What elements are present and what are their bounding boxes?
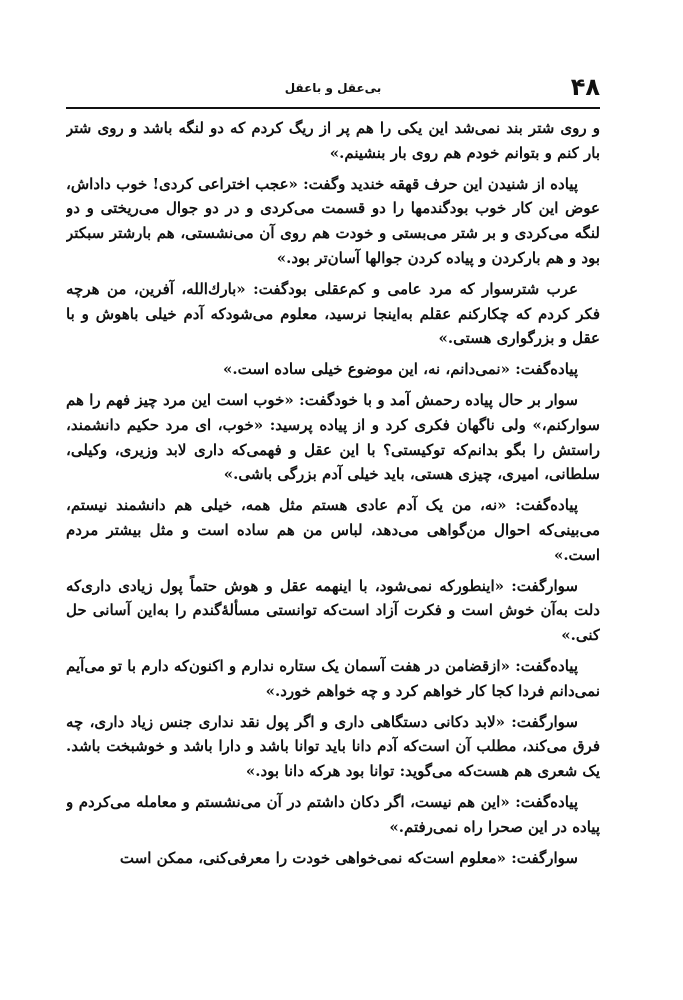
paragraph-text: «نمی‌دانم، نه، این موضوع خیلی ساده است.» <box>223 360 516 379</box>
paragraph <box>66 172 600 271</box>
paragraph <box>66 574 600 648</box>
speaker-label: پیاده‌گفت: <box>515 360 578 379</box>
paragraph-text: «نه، من یک آدم عادی هستم مثل همه، خیلی هم دانشمند نیستم، می‌بینی‌که احوال من‌گواهی می‌دهد، لباس من هم ساده است و مثل بیشتر مردم است.» <box>66 496 600 564</box>
paragraph-text: عرب شترسوار که مرد عامی و کم‌عقلی بودگفت: «بارك‌الله، آفرین، من هرچه فکر کردم که چکارکنم عقلم به‌اینجا نرسید، معلوم می‌شودکه آدم خیلی باهوش و با عقل و بزرگواری هستی.» <box>66 279 600 348</box>
paragraph <box>66 277 600 351</box>
header-rule <box>66 107 600 109</box>
paragraph <box>66 790 600 840</box>
paragraph <box>66 710 600 784</box>
paragraph-text: «این هم نیست، اگر دکان داشتم در آن می‌نشستم و معامله می‌کردم و پیاده در این صحرا راه نمی‌رفتم.» <box>66 792 600 836</box>
paragraph-text: «لابد دکانی دستگاهی داری و اگر پول نقد نداری جنس زیاد داری، چه فرق می‌کند، مطلب آن است‌که آدم دانا باید توانا باشد و دارا باشد و خوشبخت باشد. یک شعری هم هست‌که می‌گوید: توانا بود هرکه دانا بود.» <box>66 712 600 781</box>
speaker-label: پیاده‌گفت: <box>515 496 578 515</box>
paragraph <box>66 357 600 382</box>
speaker-label: سوارگفت: <box>511 712 578 731</box>
paragraph-text: و روی شتر بند نمی‌شد این یکی را هم پر از ریگ کردم که دو لنگه باشد و روی شتر بار کنم و بتوانم خودم هم روی بار بنشینم.» <box>66 119 600 162</box>
paragraph-text: «معلوم است‌که نمی‌خواهی خودت را معرفی‌کنی، ممکن است <box>119 848 512 867</box>
paragraph-text: سوار بر حال پیاده رحمش آمد و با خودگفت: «خوب است این مرد چیز فهم را هم سوارکنم،» ولی ناگهان فکری کرد و از پیاده پرسید: «خوب، ای مرد حکیم دانشمند، راستش را بگو بدانم‌که توکیستی؟ با این عقل و فهمی‌که داری لابد وزیری، وکیلی، سلطانی، امیری، چیزی هستی، باید خیلی آدم بزرگی باشی.» <box>66 390 600 484</box>
speaker-label: سوارگفت: <box>511 848 578 867</box>
page-body <box>66 116 600 986</box>
paragraph <box>66 846 600 871</box>
paragraph-text: «ازقضامن در هفت آسمان یک ستاره ندارم و اکنون‌که دارم با تو می‌آیم نمی‌دانم فردا کجا کار خواهم کرد و چه خواهم خورد.» <box>66 656 600 700</box>
page-header <box>66 72 600 108</box>
speaker-label: پیاده‌گفت: <box>515 792 578 811</box>
paragraph <box>66 654 600 704</box>
paragraph <box>66 388 600 487</box>
speaker-label: سوارگفت: <box>511 576 578 595</box>
paragraph <box>66 493 600 567</box>
page-number: ۴۸ <box>570 73 600 101</box>
paragraph <box>66 116 600 166</box>
running-title: بی‌عقل و باعقل <box>284 81 382 95</box>
paragraph-text: «اینطورکه نمی‌شود، با اینهمه عقل و هوش حتماً پول زیادی داری‌که دلت به‌آن خوش است و فکرت آزاد است‌که توانستی مسألهٔ‌گندم را به‌این آسانی حل کنی.» <box>66 576 600 645</box>
paragraph-text: پیاده از شنیدن این حرف قهقه خندید وگفت: «عجب اختراعی کردی! خوب داداش، عوض این کار خوب بودگندمها را دو قسمت می‌کردی و در دو جوال می‌ریختی و دو لنگه می‌کردی و بر شتر می‌بستی و خودت هم روی آن می‌نشستی، هم بارشتر سبکتر بود و هم بارکردن و پیاده کردن جوالها آسان‌تر بود.» <box>66 174 600 267</box>
speaker-label: پیاده‌گفت: <box>515 656 578 675</box>
